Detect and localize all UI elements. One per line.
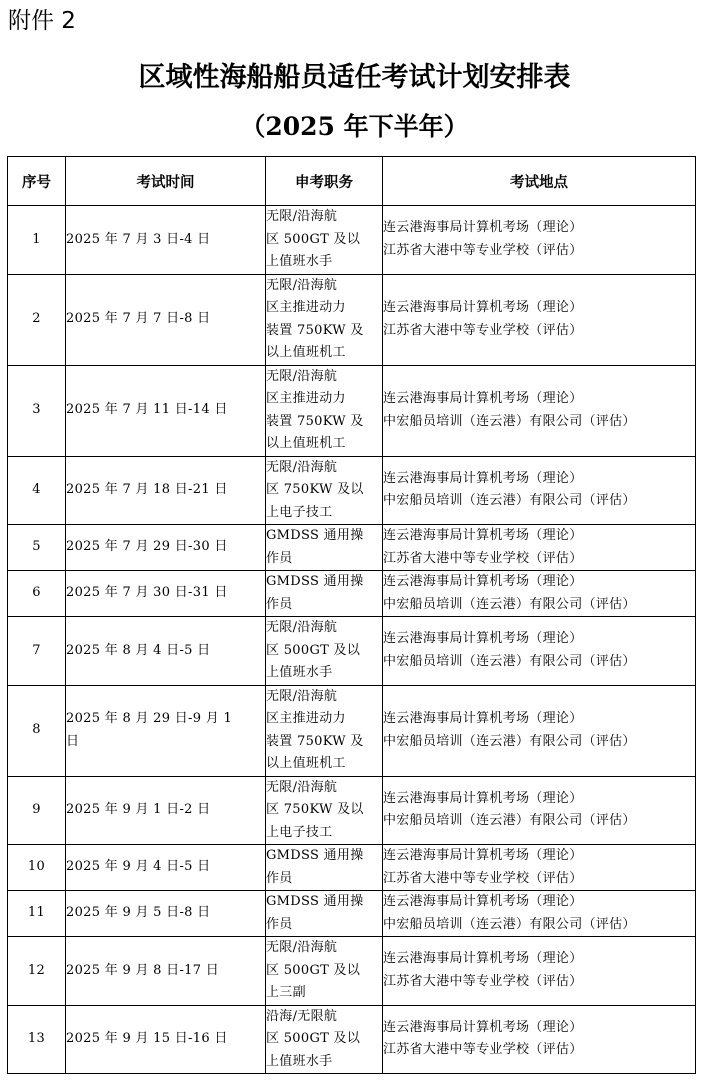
cell-position-line: 无限/沿海航	[266, 940, 338, 955]
cell-place	[383, 891, 696, 937]
cell-place-line: 江苏省大港中等专业学校（评估）	[383, 242, 583, 258]
cell-place-line: 中宏船员培训（连云港）有限公司（评估）	[383, 596, 636, 612]
cell-place-line: 中宏船员培训（连云港）有限公司（评估）	[383, 493, 636, 509]
cell-position-line: GMDSS 通用操	[266, 848, 364, 863]
cell-place-line: 连云港海事局计算机考场（理论）	[383, 528, 583, 543]
cell-position-line: 装置 750KW 及	[266, 733, 364, 749]
cell-place-line: 连云港海事局计算机考场（理论）	[383, 391, 583, 406]
cell-time	[66, 617, 266, 686]
cell-place	[383, 571, 696, 617]
table-row	[8, 571, 696, 617]
cell-no: 8	[8, 685, 66, 776]
table-row	[8, 206, 696, 275]
header-position: 申考职务	[266, 157, 383, 206]
cell-place	[383, 685, 696, 776]
cell-time-line: 2025 年 8 月 4 日-5 日	[66, 642, 211, 658]
cell-time	[66, 456, 266, 525]
cell-no: 1	[8, 206, 66, 275]
cell-no: 9	[8, 776, 66, 845]
cell-place	[383, 776, 696, 845]
cell-no: 13	[8, 1005, 66, 1074]
table-row	[8, 617, 696, 686]
cell-position-line: 无限/沿海航	[266, 459, 338, 475]
cell-no: 7	[8, 617, 66, 686]
cell-place-line: 江苏省大港中等专业学校（评估）	[383, 1042, 583, 1058]
cell-time-line: 2025 年 7 月 11 日-14 日	[66, 402, 228, 418]
cell-place-line: 江苏省大港中等专业学校（评估）	[383, 973, 583, 989]
cell-position-line: 区主推进动力	[266, 391, 346, 406]
cell-time-line: 2025 年 9 月 15 日-16 日	[66, 1031, 228, 1046]
cell-place	[383, 845, 696, 891]
cell-no: 3	[8, 365, 66, 456]
cell-time	[66, 845, 266, 891]
page-subtitle: （2025 年下半年）	[240, 112, 469, 141]
cell-no: 10	[8, 845, 66, 891]
cell-place-line: 连云港海事局计算机考场（理论）	[383, 574, 583, 589]
cell-position-line: GMDSS 通用操	[266, 574, 364, 589]
attachment-label: 附件 2	[8, 8, 76, 34]
cell-no: 12	[8, 937, 66, 1006]
cell-position-line: 上值班水手	[266, 665, 333, 680]
cell-position	[266, 274, 383, 365]
cell-time	[66, 937, 266, 1006]
cell-time-line: 2025 年 9 月 8 日-17 日	[66, 962, 220, 978]
cell-position-line: 区 500GT 及以	[266, 642, 361, 658]
cell-position-line: 区 500GT 及以	[266, 962, 361, 978]
cell-place	[383, 456, 696, 525]
cell-place-line: 中宏船员培训（连云港）有限公司（评估）	[383, 733, 636, 749]
cell-place-line: 连云港海事局计算机考场（理论）	[383, 631, 583, 647]
cell-place-line: 江苏省大港中等专业学校（评估）	[383, 870, 583, 886]
table-row	[8, 274, 696, 365]
cell-place-line: 连云港海事局计算机考场（理论）	[383, 951, 583, 967]
cell-position-line: 无限/沿海航	[266, 779, 338, 795]
cell-time-line: 2025 年 9 月 5 日-8 日	[66, 905, 211, 921]
cell-position-line: 无限/沿海航	[266, 688, 338, 704]
table-row	[8, 937, 696, 1006]
cell-position	[266, 456, 383, 525]
cell-place-line: 江苏省大港中等专业学校（评估）	[383, 322, 583, 338]
cell-time	[66, 891, 266, 937]
table-row	[8, 1005, 696, 1074]
cell-position	[266, 937, 383, 1006]
cell-place	[383, 617, 696, 686]
cell-position	[266, 776, 383, 845]
cell-time	[66, 571, 266, 617]
cell-place	[383, 365, 696, 456]
cell-position	[266, 525, 383, 571]
cell-position-line: 以上值班机工	[266, 345, 346, 360]
cell-position	[266, 845, 383, 891]
cell-position	[266, 891, 383, 937]
cell-position-line: 以上值班机工	[266, 756, 346, 771]
cell-no: 5	[8, 525, 66, 571]
cell-time-line: 2025 年 9 月 1 日-2 日	[66, 802, 211, 817]
cell-place-line: 连云港海事局计算机考场（理论）	[383, 1019, 583, 1035]
cell-place-line: 连云港海事局计算机考场（理论）	[383, 470, 583, 486]
cell-no: 4	[8, 456, 66, 525]
cell-position-line: 无限/沿海航	[266, 368, 338, 384]
cell-time-line: 2025 年 7 月 18 日-21 日	[66, 482, 228, 497]
cell-place-line: 连云港海事局计算机考场（理论）	[383, 894, 583, 909]
cell-position-line: 无限/沿海航	[266, 277, 338, 293]
cell-place-line: 连云港海事局计算机考场（理论）	[383, 300, 583, 315]
cell-time-line: 2025 年 8 月 29 日-9 月 1	[66, 711, 233, 726]
header-time: 考试时间	[66, 157, 266, 206]
cell-place-line: 连云港海事局计算机考场（理论）	[383, 848, 583, 863]
cell-position-line: 上值班水手	[266, 1053, 333, 1069]
cell-time-line: 2025 年 7 月 7 日-8 日	[66, 311, 211, 327]
cell-position-line: 上值班水手	[266, 254, 333, 269]
cell-no: 11	[8, 891, 66, 937]
page-title: 区域性海船船员适任考试计划安排表	[138, 62, 571, 93]
cell-position-line: 区 750KW 及以	[266, 802, 364, 817]
header-no: 序号	[8, 157, 66, 206]
cell-position-line: 无限/沿海航	[266, 209, 338, 224]
cell-no: 6	[8, 571, 66, 617]
cell-position	[266, 571, 383, 617]
cell-position-line: 无限/沿海航	[266, 620, 338, 635]
cell-place-line: 中宏船员培训（连云港）有限公司（评估）	[383, 916, 636, 932]
table-body	[8, 206, 696, 1074]
table-row	[8, 776, 696, 845]
cell-position-line: GMDSS 通用操	[266, 528, 364, 543]
table-row	[8, 685, 696, 776]
cell-position-line: 作员	[266, 870, 293, 886]
cell-position-line: 装置 750KW 及	[266, 322, 364, 338]
cell-time	[66, 685, 266, 776]
cell-time-line: 2025 年 7 月 30 日-31 日	[66, 585, 228, 601]
cell-place	[383, 274, 696, 365]
cell-position-line: 上电子技工	[266, 504, 333, 520]
cell-time-line: 2025 年 9 月 4 日-5 日	[66, 859, 211, 875]
cell-place	[383, 206, 696, 275]
cell-position-line: 上电子技工	[266, 824, 333, 840]
cell-position	[266, 617, 383, 686]
cell-position-line: 区主推进动力	[266, 300, 346, 315]
cell-position-line: 装置 750KW 及	[266, 413, 364, 429]
cell-place-line: 江苏省大港中等专业学校（评估）	[383, 550, 583, 566]
cell-time-line: 2025 年 7 月 3 日-4 日	[66, 231, 211, 247]
cell-place-line: 连云港海事局计算机考场（理论）	[383, 220, 583, 236]
cell-time	[66, 274, 266, 365]
table-row	[8, 845, 696, 891]
cell-place	[383, 1005, 696, 1074]
cell-position	[266, 685, 383, 776]
cell-position-line: 作员	[266, 596, 293, 612]
cell-time	[66, 206, 266, 275]
cell-place-line: 中宏船员培训（连云港）有限公司（评估）	[383, 653, 636, 669]
cell-position-line: 作员	[266, 550, 293, 566]
table-header-row	[8, 157, 696, 206]
cell-position	[266, 1005, 383, 1074]
cell-time	[66, 365, 266, 456]
cell-position-line: 区 750KW 及以	[266, 482, 364, 497]
cell-place-line: 中宏船员培训（连云港）有限公司（评估）	[383, 413, 636, 429]
cell-time	[66, 1005, 266, 1074]
cell-time	[66, 525, 266, 571]
table-row	[8, 456, 696, 525]
cell-position-line: 区 500GT 及以	[266, 1031, 361, 1046]
schedule-table	[7, 156, 696, 1074]
cell-position-line: GMDSS 通用操	[266, 894, 364, 909]
cell-position	[266, 206, 383, 275]
cell-place	[383, 525, 696, 571]
cell-time-line: 2025 年 7 月 29 日-30 日	[66, 539, 228, 555]
cell-place-line: 中宏船员培训（连云港）有限公司（评估）	[383, 813, 636, 829]
cell-time	[66, 776, 266, 845]
cell-place-line: 连云港海事局计算机考场（理论）	[383, 711, 583, 726]
cell-position-line: 区 500GT 及以	[266, 231, 361, 247]
table-row	[8, 525, 696, 571]
header-place: 考试地点	[383, 157, 696, 206]
cell-place	[383, 937, 696, 1006]
cell-position-line: 沿海/无限航	[266, 1008, 338, 1024]
cell-position-line: 以上值班机工	[266, 436, 346, 451]
cell-position-line: 上三副	[266, 985, 306, 1000]
cell-place-line: 连云港海事局计算机考场（理论）	[383, 790, 583, 806]
cell-position-line: 区主推进动力	[266, 711, 346, 726]
table-row	[8, 365, 696, 456]
cell-position	[266, 365, 383, 456]
cell-time-line: 日	[66, 733, 80, 749]
table-row	[8, 891, 696, 937]
cell-position-line: 作员	[266, 916, 293, 932]
cell-no: 2	[8, 274, 66, 365]
